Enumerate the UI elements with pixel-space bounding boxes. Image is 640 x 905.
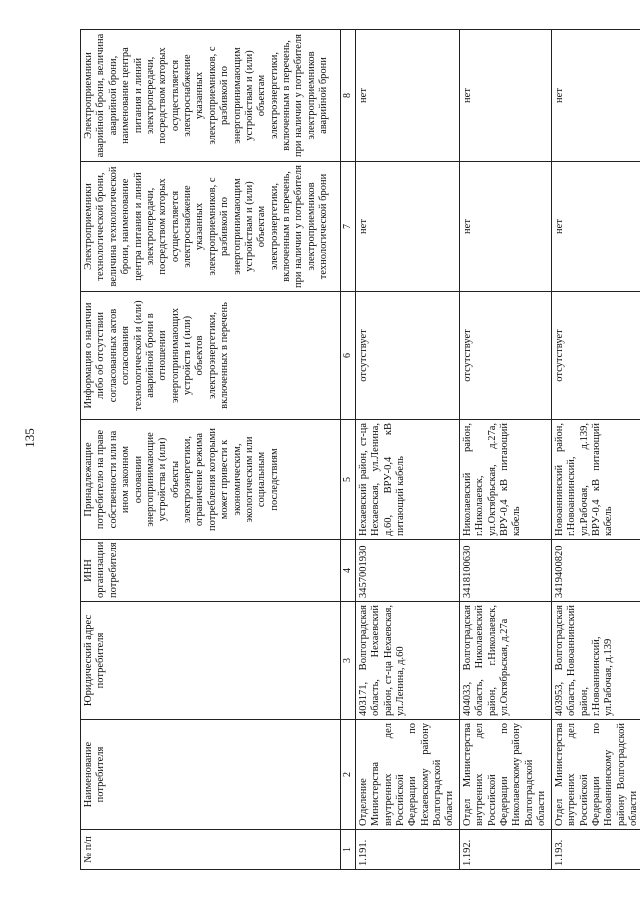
consumer-address: 403171, Волгоградская область, Нехаевский район, ст-ца Нехаевская, ул.Ленина, д.60: [355, 602, 459, 720]
header-cell-tech-reserve: Электроприемники технологической брони, величина технологической брони, наименование центра питания и линий электропередачи, посредством которых осуществляется электроснабжение указанных электроприемников, с разбивкой по энергопринимающим устройствам и (или) объектам электроэнергетики, включенным в перечень, при наличии у потребителя электроприемников технологической брони: [81, 162, 341, 292]
emergency-reserve: нет: [355, 30, 459, 162]
column-number: 8: [341, 30, 356, 162]
header-cell-acts: Информация о наличии либо об отсутствии согласованных актов согласования технологической и (или) аварийной брони в отношении энергопринимающих устройств и (или) объектов электроэнергетики, включенных в перечень: [81, 292, 341, 420]
row-number: 1.193.: [551, 830, 640, 870]
row-number: 1.192.: [459, 830, 551, 870]
consumer-name: Отдел Министерства внутренних дел Российской Федерации по Новоаннинскому району Волгоградской области: [551, 720, 640, 830]
consumer-inn: 3418100630: [459, 540, 551, 602]
acts-status: отсутствует: [551, 292, 640, 420]
rotated-table-container: [80, 30, 640, 870]
page-number: 135: [22, 428, 37, 448]
consumer-name: Отделение Министерства внутренних дел Российской Федерации по Нехаевскому району Волгоградской области: [355, 720, 459, 830]
consumer-name: Отдел Министерства внутренних дел Российской Федерации по Николаевскому району Волгоградской области: [459, 720, 551, 830]
acts-status: отсутствует: [459, 292, 551, 420]
tech-reserve: нет: [551, 162, 640, 292]
column-number: 1: [341, 830, 356, 870]
column-number: 5: [341, 420, 356, 540]
column-number: 6: [341, 292, 356, 420]
consumer-address: 404033, Волгоградская область, Николаевский район, г.Николаевск, ул.Октябрьская, д.27а: [459, 602, 551, 720]
consumer-inn: 3419400820: [551, 540, 640, 602]
emergency-reserve: нет: [551, 30, 640, 162]
consumer-devices: Новоаннинский район, г.Новоаннинский, ул.Рабочая, д.139, ВРУ-0,4 кВ питающий кабель: [551, 420, 640, 540]
emergency-reserve: нет: [459, 30, 551, 162]
header-cell-name: Наименование потребителя: [81, 720, 341, 830]
consumer-devices: Николаевский район, г.Николаевск, ул.Октябрьская, д.27а, ВРУ-0,4 кВ питающий кабель: [459, 420, 551, 540]
header-cell-emergency-reserve: Электроприемники аварийной брони, величина аварийной брони, наименование центра питания и линий электропередачи, посредством которых осуществляется электроснабжение указанных электроприемников, с разбивкой по энергопринимающим устройствам и (или) объектам электроэнергетики, включенным в перечень, при наличии у потребителя электроприемников аварийной брони: [81, 30, 341, 162]
table-row: [355, 30, 459, 870]
column-number-row: [341, 30, 356, 870]
header-cell-number: № п/п: [81, 830, 341, 870]
header-cell-inn: ИНН организации потребителя: [81, 540, 341, 602]
table-row: [459, 30, 551, 870]
consumer-inn: 3457001930: [355, 540, 459, 602]
consumer-address: 403953, Волгоградская область, Новоаннинский район, г.Новоаннинский, ул.Рабочая, д.139: [551, 602, 640, 720]
consumer-register-table: [80, 29, 640, 870]
acts-status: отсутствует: [355, 292, 459, 420]
header-cell-devices: Принадлежащие потребителю на праве собственности или на ином законном основании энергопринимающие устройства и (или) объекты электроэнергетики, ограничение режима потребления которыми может привести к экономическим, экологическим или социальным последствиям: [81, 420, 341, 540]
column-number: 3: [341, 602, 356, 720]
table-row: [551, 30, 640, 870]
header-cell-address: Юридический адрес потребителя: [81, 602, 341, 720]
consumer-devices: Нехаевский район, ст-ца Нехаевская, ул.Ленина, д.60, ВРУ-0,4 кВ питающий кабель: [355, 420, 459, 540]
header-row: [81, 30, 341, 870]
column-number: 4: [341, 540, 356, 602]
column-number: 2: [341, 720, 356, 830]
column-number: 7: [341, 162, 356, 292]
row-number: 1.191.: [355, 830, 459, 870]
tech-reserve: нет: [355, 162, 459, 292]
tech-reserve: нет: [459, 162, 551, 292]
